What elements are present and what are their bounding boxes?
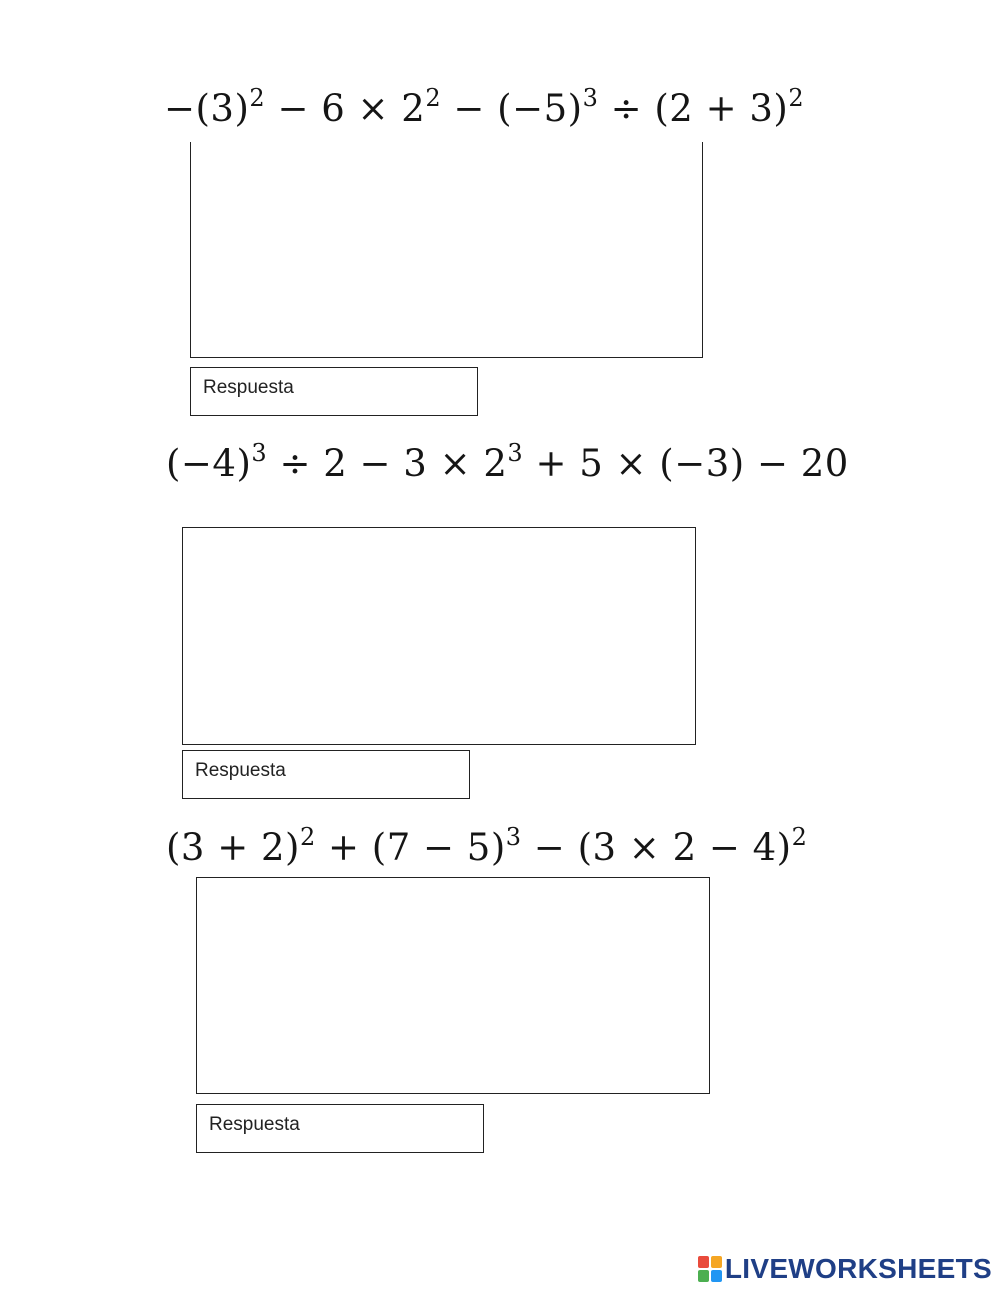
answer-box-1[interactable]: [190, 367, 478, 416]
logo-block: [711, 1256, 722, 1268]
answer-label: Respuesta: [209, 1114, 300, 1135]
exponent: 2: [425, 84, 442, 112]
expr-part: ÷ (2 + 3): [598, 87, 789, 130]
expr-part: (−4): [166, 442, 252, 485]
exponent: 3: [251, 439, 268, 467]
expr-part: + 5 × (−3) − 20: [523, 442, 849, 485]
exponent: 3: [582, 84, 599, 112]
expr-part: ÷ 2 − 3 × 2: [267, 442, 508, 485]
logo-blocks-icon: [698, 1256, 722, 1282]
work-area-3[interactable]: [196, 877, 710, 1094]
expression-1: [164, 84, 805, 130]
exponent: 2: [791, 823, 808, 851]
logo-text: LIVEWORKSHEETS: [724, 1253, 992, 1284]
expr-part: −(3): [164, 87, 250, 130]
expr-part: + (7 − 5): [315, 826, 506, 869]
work-area-1[interactable]: [190, 142, 703, 358]
expr-part: − (3 × 2 − 4): [521, 826, 792, 869]
answer-box-3[interactable]: [196, 1104, 484, 1153]
answer-label: Respuesta: [195, 760, 286, 781]
exponent: 3: [507, 439, 524, 467]
expr-part: − (−5): [441, 87, 583, 130]
work-area-2[interactable]: [182, 527, 696, 745]
expression-2: [166, 439, 849, 485]
answer-box-2[interactable]: [182, 750, 470, 799]
exponent: 3: [505, 823, 522, 851]
exponent: 2: [788, 84, 805, 112]
liveworksheets-logo: [698, 1253, 992, 1285]
exponent: 2: [299, 823, 316, 851]
logo-block: [698, 1270, 709, 1282]
exponent: 2: [249, 84, 266, 112]
expr-part: − 6 × 2: [265, 87, 426, 130]
answer-label: Respuesta: [203, 377, 294, 398]
expr-part: (3 + 2): [166, 826, 300, 869]
logo-block: [698, 1256, 709, 1268]
expression-3: [166, 823, 808, 869]
logo-block: [711, 1270, 722, 1282]
